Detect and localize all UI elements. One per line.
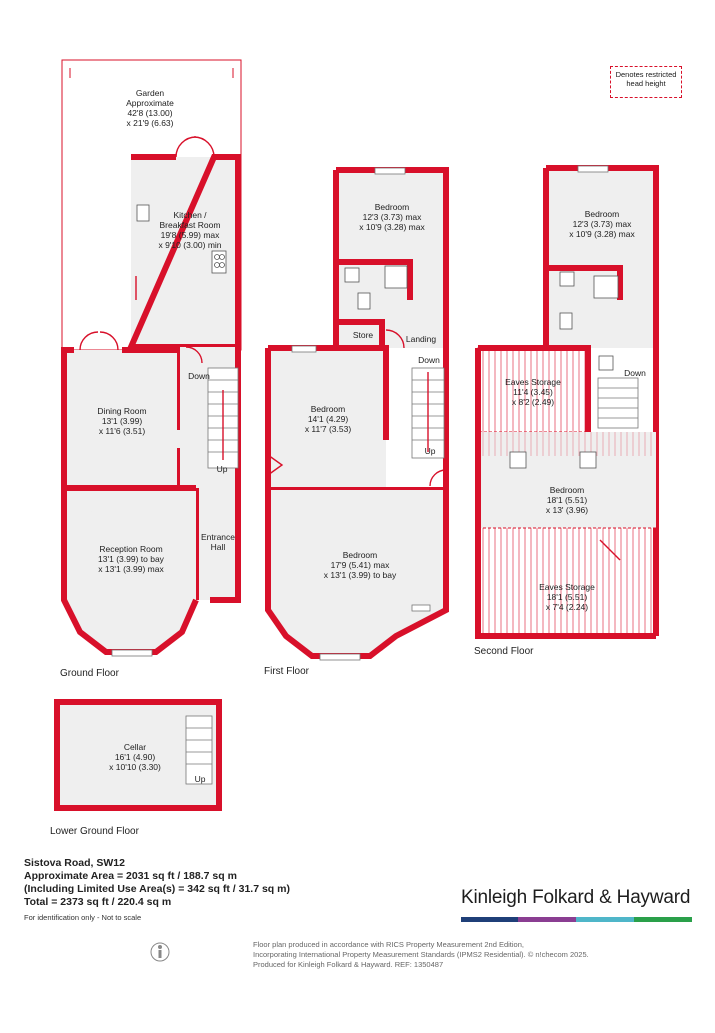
brand-logo-text: Kinleigh Folkard & Hayward	[461, 887, 691, 908]
cellar-label: Cellar 16'1 (4.90) x 10'10 (3.30)	[109, 742, 161, 772]
lower-ground-floor-title: Lower Ground Floor	[50, 826, 139, 837]
gf-stair-down: Down	[188, 371, 210, 381]
kitchen-label: Kitchen / Breakfast Room 19'8 (5.99) max x 9'10 (3.00) min	[158, 210, 222, 250]
brand-bar-1	[461, 917, 518, 922]
copyright: © n!checom 2025.	[527, 950, 589, 959]
ff-bedroom-front-label: Bedroom 17'9 (5.41) max x 13'1 (3.99) to bay	[323, 550, 397, 580]
entrance-hall-label: Entrance Hall	[200, 532, 236, 552]
address: Sistova Road, SW12	[24, 857, 125, 869]
ground-floor-title: Ground Floor	[60, 668, 119, 679]
gf-stair-up: Up	[216, 464, 228, 474]
reference: REF: 1350487	[394, 960, 444, 969]
restricted-height-legend: Denotes restricted head height	[610, 66, 682, 98]
total-area: Total = 2373 sq ft / 220.4 sq m	[24, 896, 172, 908]
reception-label: Reception Room 13'1 (3.99) to bay x 13'1 (3.99) max	[98, 544, 164, 574]
ff-bedroom-mid-label: Bedroom 14'1 (4.29) x 11'7 (3.53)	[304, 404, 352, 434]
brand-bar-2	[518, 917, 576, 922]
store-label: Store	[352, 330, 374, 340]
brand-bar-3	[576, 917, 634, 922]
limited-use-area: (Including Limited Use Area(s) = 342 sq ft / 31.7 sq m)	[24, 883, 290, 895]
approximate-area: Approximate Area = 2031 sq ft / 188.7 sq m	[24, 870, 237, 882]
disclaimer: For identification only - Not to scale	[24, 913, 142, 922]
sf-stair-down: Down	[624, 368, 646, 378]
ff-stair-down: Down	[418, 355, 440, 365]
dining-label: Dining Room 13'1 (3.99) x 11'6 (3.51)	[97, 406, 147, 436]
sf-bedroom-top-label: Bedroom 12'3 (3.73) max x 10'9 (3.28) max	[569, 209, 635, 239]
brand-bar-4	[634, 917, 692, 922]
lg-stair-up: Up	[194, 774, 206, 784]
sf-eaves-storage-2-label: Eaves Storage 18'1 (5.51) x 7'4 (2.24)	[539, 582, 595, 612]
person-icon	[150, 940, 170, 964]
second-floor-title: Second Floor	[474, 646, 534, 657]
ff-stair-up: Up	[424, 446, 436, 456]
sf-bedroom-mid-label: Bedroom 18'1 (5.51) x 13' (3.96)	[545, 485, 589, 515]
footer-text: Floor plan produced in accordance with RICS Property Measurement 2nd Edition, Incorporating International Property Measurement Standards (IPMS2 Residential). © n!checom 2025. Produced for Kinleigh Folkard & Hayward. REF: 1350487	[253, 940, 589, 969]
garden-label: Garden Approximate 42'8 (13.00) x 21'9 (6.63)	[126, 88, 174, 128]
landing-label: Landing	[405, 334, 437, 344]
ff-bedroom-top-label: Bedroom 12'3 (3.73) max x 10'9 (3.28) max	[359, 202, 425, 232]
sf-eaves-storage-1-label: Eaves Storage 11'4 (3.45) x 8'2 (2.49)	[505, 377, 561, 407]
first-floor-title: First Floor	[264, 666, 309, 677]
